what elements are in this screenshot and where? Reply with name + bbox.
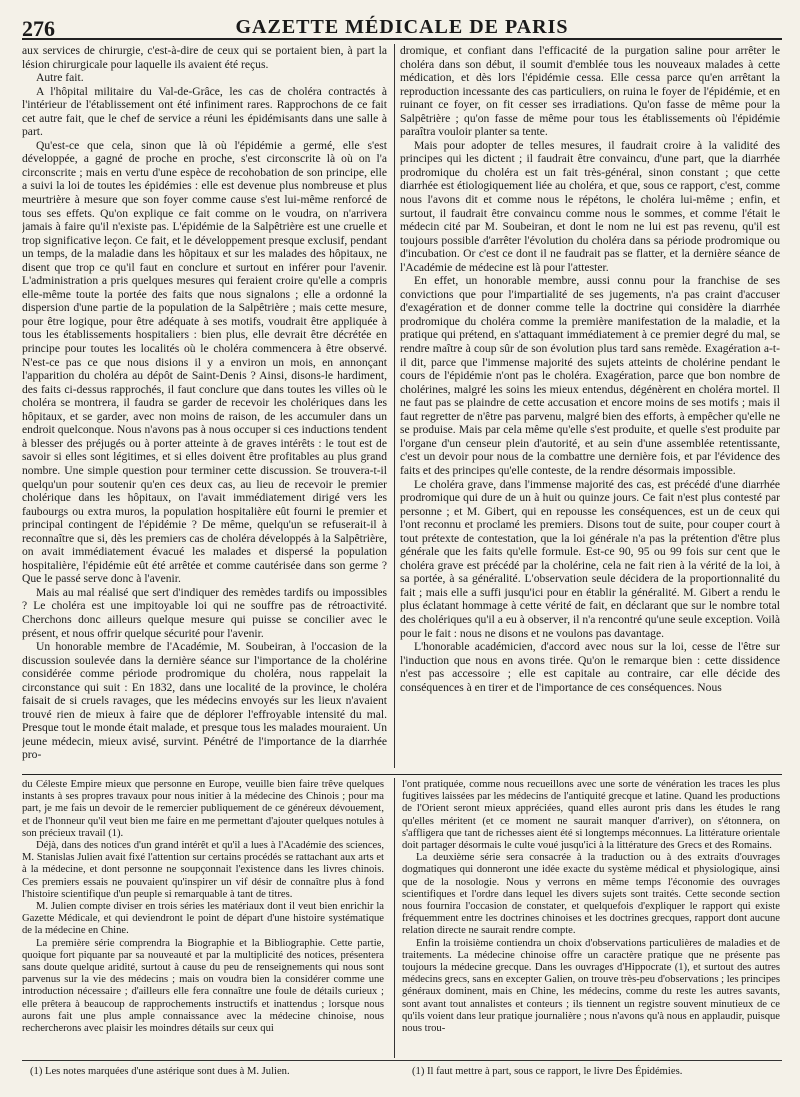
paragraph: Un honorable membre de l'Académie, M. Soubeiran, à l'occasion de la discussion soulevée dans la dernière séance sur l'importance de la cholérine considérée comme période prodromique du choléra, nous rappelait la circonstance qui suit : En 1832, dans une localité de la province, le choléra faisait de si cruels ravages, que les médecins envoyés sur les lieux n'avaient trouvé rien de mieux à faire que de déplorer l'effroyable intensité du mal. Presque tout le monde était malade, et presque tous les malades mouraient. Un jeune médecin, mieux avisé, survint. Pénétré de l'importance de la diarrhée pro- — [22, 640, 387, 762]
paragraph: A l'hôpital militaire du Val-de-Grâce, les cas de choléra contractés à l'intérieur de l'établissement ont été infiniment rares. Rapprochons de ce fait cet autre fait, que le chef de service a réuni les épidémisants dans une salle à part. — [22, 84, 387, 139]
paragraph: Déjà, dans des notices d'un grand intérêt et qu'il a lues à l'Académie des sciences, M. Stanislas Julien avait fixé l'attention sur certains procédés se rattachant aux arts et à la médecine, et dont personne ne soupçonnait l'existence dans les livres chinois. Ces premiers essais ne pouvaient qu'inspirer un vif désir de connaître plus à fond l'histoire scientifique d'un peuple si remarquable à tant de titres. — [22, 840, 384, 900]
lower-left-column — [22, 779, 384, 1055]
paragraph: Enfin la troisième contiendra un choix d'observations particulières de maladies et de traitements. La médecine chinoise offre un caractère pratique que ne présente pas toujours la médecine grecque. Dans les ouvrages d'Hippocrate (1), et surtout des autres médecins grecs, sans en excepter Galien, on trouve très-peu d'observations ; les principes généraux dominent, mais en Chine, les médecins, comme du reste les autres savants, sont avant tout annalistes et conteurs ; ils tiennent un registre souvent minutieux de ce qu'ils voient dans leur pratique journalière ; nous n'avons qu'à nous en applaudir, puisque nous trou- — [402, 937, 780, 1035]
paragraph: En effet, un honorable membre, aussi connu pour la franchise de ses convictions que pour l'impartialité de ses jugements, n'a pas craint d'accuser d'exagération et de donner comme telle la doctrine qui considère la diarrhée prodromique du choléra comme la première manifestation de la maladie, et la pratique qui prétend, en s'attaquant immédiatement à ce premier degré du mal, se rendre maître à coup sûr de son évolution plus tard sans remède. Exagération a-t-il dit, parce que l'immense majorité des sujets atteints de cholérine pendant le cours de l'épidémie n'ont pas le choléra. Exagération, parce que bon nombre de cholérines, malgré les soins les mieux entendus, dégénèrent en choléra mortel. Il ne faut pas se plaindre de cette accusation et encore moins de ses motifs ; mais il faut regretter de n'être pas parvenu, malgré bien des efforts, à empêcher qu'elle ne se produise. Mais par cela même qu'elle s'est produite, et quelle s'est produite par l'organe d'un censeur plein d'autorité, et au sein d'une assemblée retentissante, c'est un devoir pour nous de la combattre une dernière fois, et par l'évidence des faits et des principes qu'elle conteste, de la rendre désormais impossible. — [400, 274, 780, 477]
upper-right-column — [400, 44, 780, 770]
paragraph: La première série comprendra la Biographie et la Bibliographie. Cette partie, quoique fort piquante par sa nouveauté et par la multiplicité des notices, présentera sans doute quelque aridité, surtout à cause du peu de renseignements qui nous sont parvenus sur la vie des médecins ; mais on voudra bien la considérer comme une introduction nécessaire ; d'ailleurs elle fera connaître une foule de détails curieux ; elle prêtera à beaucoup de rapprochements instructifs et inattendus ; lorsque nous aurons fait une plus ample connaissance avec la médecine chinoise, nous rechercherons avec plaisir les moindres détails sur ceux qui — [22, 937, 384, 1035]
paragraph: Autre fait. — [36, 71, 84, 85]
paragraph: Le choléra grave, dans l'immense majorité des cas, est précédé d'une diarrhée prodromique qui dure de un à huit ou quinze jours. Ce fait n'est plus contesté par personne ; et M. Gibert, qui en repousse les conséquences, est un de ceux qui l'ont reconnu et proclamé les premiers. Disons tout de suite, pour couper court à tout prétexte de contestation, que la loi générale n'a pas la prétention d'être plus générale que les faits qu'elle formule. Est-ce 90, 95 ou 99 fois sur cent que le choléra grave est précédé par la cholérine, cela ne fait rien à la vérité de la loi, à sa portée, à sa généralité. L'observation seule décidera de la proportionnalité du fait ; mais elle a suffi jusqu'ici pour en établir la généralité. M. Gibert a rendu le plus éclatant hommage à cette vérité de fait, en déclarant que sur le nombre total des cholériques qu'il a eu à observer, il n'a rencontré qu'une seule exception. Voilà pour le fait : nous ne disons et ne voulons pas davantage. — [400, 477, 780, 640]
page-number: 276 — [22, 16, 55, 41]
paragraph: l'ont pratiquée, comme nous recueillons avec une sorte de vénération les traces les plus fugitives laissées par les médecins de l'antiquité grecque et latine. Quand les productions de l'Orient seront mieux appréciées, quand elles auront pris dans les études le rang qu'elles méritent (et ce moment ne saurait manquer d'arriver), on s'étonnera, on s'affligera que tant de richesses aient été si longtemps méconnues. La littérature orientale doit partager désormais le culte voué jusqu'ici à la littérature des Grecs et des Romains. — [402, 779, 780, 852]
footnote-right: (1) Il faut mettre à part, sous ce rapport, le livre Des Épidémies. — [412, 1066, 683, 1077]
footnote-left: (1) Les notes marquées d'une astérique sont dues à M. Julien. — [30, 1066, 290, 1077]
paragraph: La deuxième série sera consacrée à la traduction ou à des extraits d'ouvrages dogmatiques qui donneront une idée exacte du système médical et physiologique, ainsi que de la nosologie. Nous y verrons en même temps l'économie des ouvrages scientifiques et l'ordre dans lequel les divers sujets sont traités. Cette seconde section nous fournira l'occasion de constater, et quelquefois d'expliquer le rapport qui existe fréquemment entre les doctrines chinoises et les doctrines grecques, rapport dont aucune relation directe ne saurait rendre compte. — [402, 852, 780, 937]
column-divider — [394, 44, 395, 768]
paragraph: Qu'est-ce que cela, sinon que là où l'épidémie a germé, elle s'est développée, a gagné de proche en proche, s'est circonscrite là où on l'a circonscrite ; mais en vertu d'une espèce de recohobation de son principe, elle a suivi la loi de toutes les épidémies : elle est devenue plus nombreuse et plus meurtrière à mesure que son foyer comme cause s'est lui-même renforcé de tous ses effets. Qu'on explique ce fait comme on le voudra, on n'arrivera jamais à faire qu'il n'existe pas. L'épidémie de la Salpêtrière est une cruelle et trop significative leçon. Ce fait, et le développement presque exclusif, pendant un temps, de la maladie dans les hôpitaux et sur les malades des hôpitaux, ne disent que trop ce qu'il faut en conclure et surtout en inférer pour l'avenir. L'administration a pris quelques mesures qui feraient croire qu'elle a compris elle-même toute la portée des faits que nous signalons ; elle a ordonné la dispersion d'une partie de la population de la Salpêtrière ; mais cette mesure, pour être logique, pour être adéquate à ses motifs, voudrait être appliquée à tous les établissements hospitaliers : bien plus, elle devrait être décrétée en principe pour toutes les localités où le choléra commencera à être observé. N'est-ce pas ce que nous disions il y a environ un mois, en annonçant l'apparition du choléra au dépôt de Saint-Denis ? Ainsi, disons-le hardiment, des faits ci-dessus rapprochés, il faut conclure que dans toutes les villes où le choléra se montrera, il faudra se garder de recevoir les cholériques dans les hôpitaux, et se garder, avec non moins de raison, de les accumuler dans un endroit quelconque. Nous n'avons pas à nous occuper si ces inductions tendent à blesser des préjugés ou à porter atteinte à de graves intérêts : le tout est de savoir si elles sont légitimes, et si elles doivent être profitables au plus grand nombre. Une simple question pour terminer cette discussion. Se trouvera-t-il quelqu'un pour soutenir qu'en ces deux cas, au lieu de recevoir le premier cholérique dans les hôpitaux, on l'avait immédiatement dirigé vers les faubourgs ou extra muros, la population hospitalière eût fourni le premier et principal contingent de l'épidémie ? De même, quelqu'un se refuserait-il à reconnaître que si, dès les premiers cas de choléra développés à la Salpêtrière, on avait immédiatement évacué les malades et dispersé la population hospitalière, l'épidémie eût été arrêtée et comme cautérisée dans son germe ? Que le passé serve donc à l'avenir. — [22, 138, 387, 586]
paragraph: Mais au mal réalisé que sert d'indiquer des remèdes tardifs ou impossibles ? Le choléra est une impitoyable loi qui ne souffre pas de rétroactivité. Cherchons donc ailleurs quelque mesure qui puisse se concilier avec le présent, et nous offrir quelque sécurité pour l'avenir. — [22, 585, 387, 640]
section-rule — [22, 774, 782, 775]
journal-title: GAZETTE MÉDICALE DE PARIS — [235, 16, 569, 38]
paragraph: du Céleste Empire mieux que personne en Europe, veuille bien faire trêve quelques instants à ses propres travaux pour nous initier à la médecine des Chinois ; pour ma part, je me fais un devoir de le remercier publiquement de ce généreux dévouement, et de l'honneur qu'il veut bien me faire en me permettant d'ajouter quelques notules à son précieux travail (1). — [22, 779, 384, 839]
paragraph: Mais pour adopter de telles mesures, il faudrait croire à la validité des principes qui les dictent ; il faudrait être convaincu, d'une part, que la diarrhée prodromique du choléra est un fait très-général, sinon constant ; que cette diarrhée est étiologiquement liée au choléra, et que, sous ce rapport, c'est, comme nous l'avons dit et comme nous le répétons, le choléra lui-même ; enfin, et surtout, il faudrait être convaincu comme nous le sommes, et comme l'était le médecin cité par M. Soubeiran, et dont le nom ne lui est pas revenu, qu'il est toujours possible d'arrêter l'évolution du choléra dans sa période prodromique ou d'incubation. Or c'est ce dont il ne faudrait pas se flatter, et la dernière séance de l'Académie de médecine est là pour l'attester. — [400, 138, 780, 274]
lower-right-column — [402, 779, 780, 1055]
paragraph: L'honorable académicien, d'accord avec nous sur la loi, cesse de l'être sur l'induction que nous en avons tirée. Qu'on le remarque bien : cette dissidence n'est pas accessoire ; elle est capitale au contraire, car elle décide des conséquences à en tirer et de l'importance de ces conséquences. Nous — [400, 640, 780, 694]
column-divider — [394, 778, 395, 1058]
paragraph: dromique, et confiant dans l'efficacité de la purgation saline pour arrêter le choléra dans son début, il soumit d'emblée tous les nouveaux malades à cette médication, et dès lors l'épidémie cessa. Elle cessa parce qu'en arrêtant la reproduction incessante des cas particuliers, on ruina le foyer de l'épidémie, et en ruinant ce foyer, on fit cesser ses irradiations. Qu'on fasse de même pour la Salpêtrière ; qu'on fasse de même pour tous les établissements où l'épidémie paraîtra vouloir planter sa tente. — [400, 44, 780, 139]
footnote-rule — [22, 1060, 782, 1061]
paragraph: aux services de chirurgie, c'est-à-dire de ceux qui se portaient bien, à part la lésion chirurgicale pour laquelle ils avaient été reçus. — [22, 44, 387, 71]
upper-left-column — [22, 44, 387, 770]
paragraph: M. Julien compte diviser en trois séries les matériaux dont il veut bien enrichir la Gazette Médicale, et qui deviendront le point de départ d'une histoire systématique de la médecine en Chine. — [22, 901, 384, 937]
header-rule — [22, 38, 782, 40]
